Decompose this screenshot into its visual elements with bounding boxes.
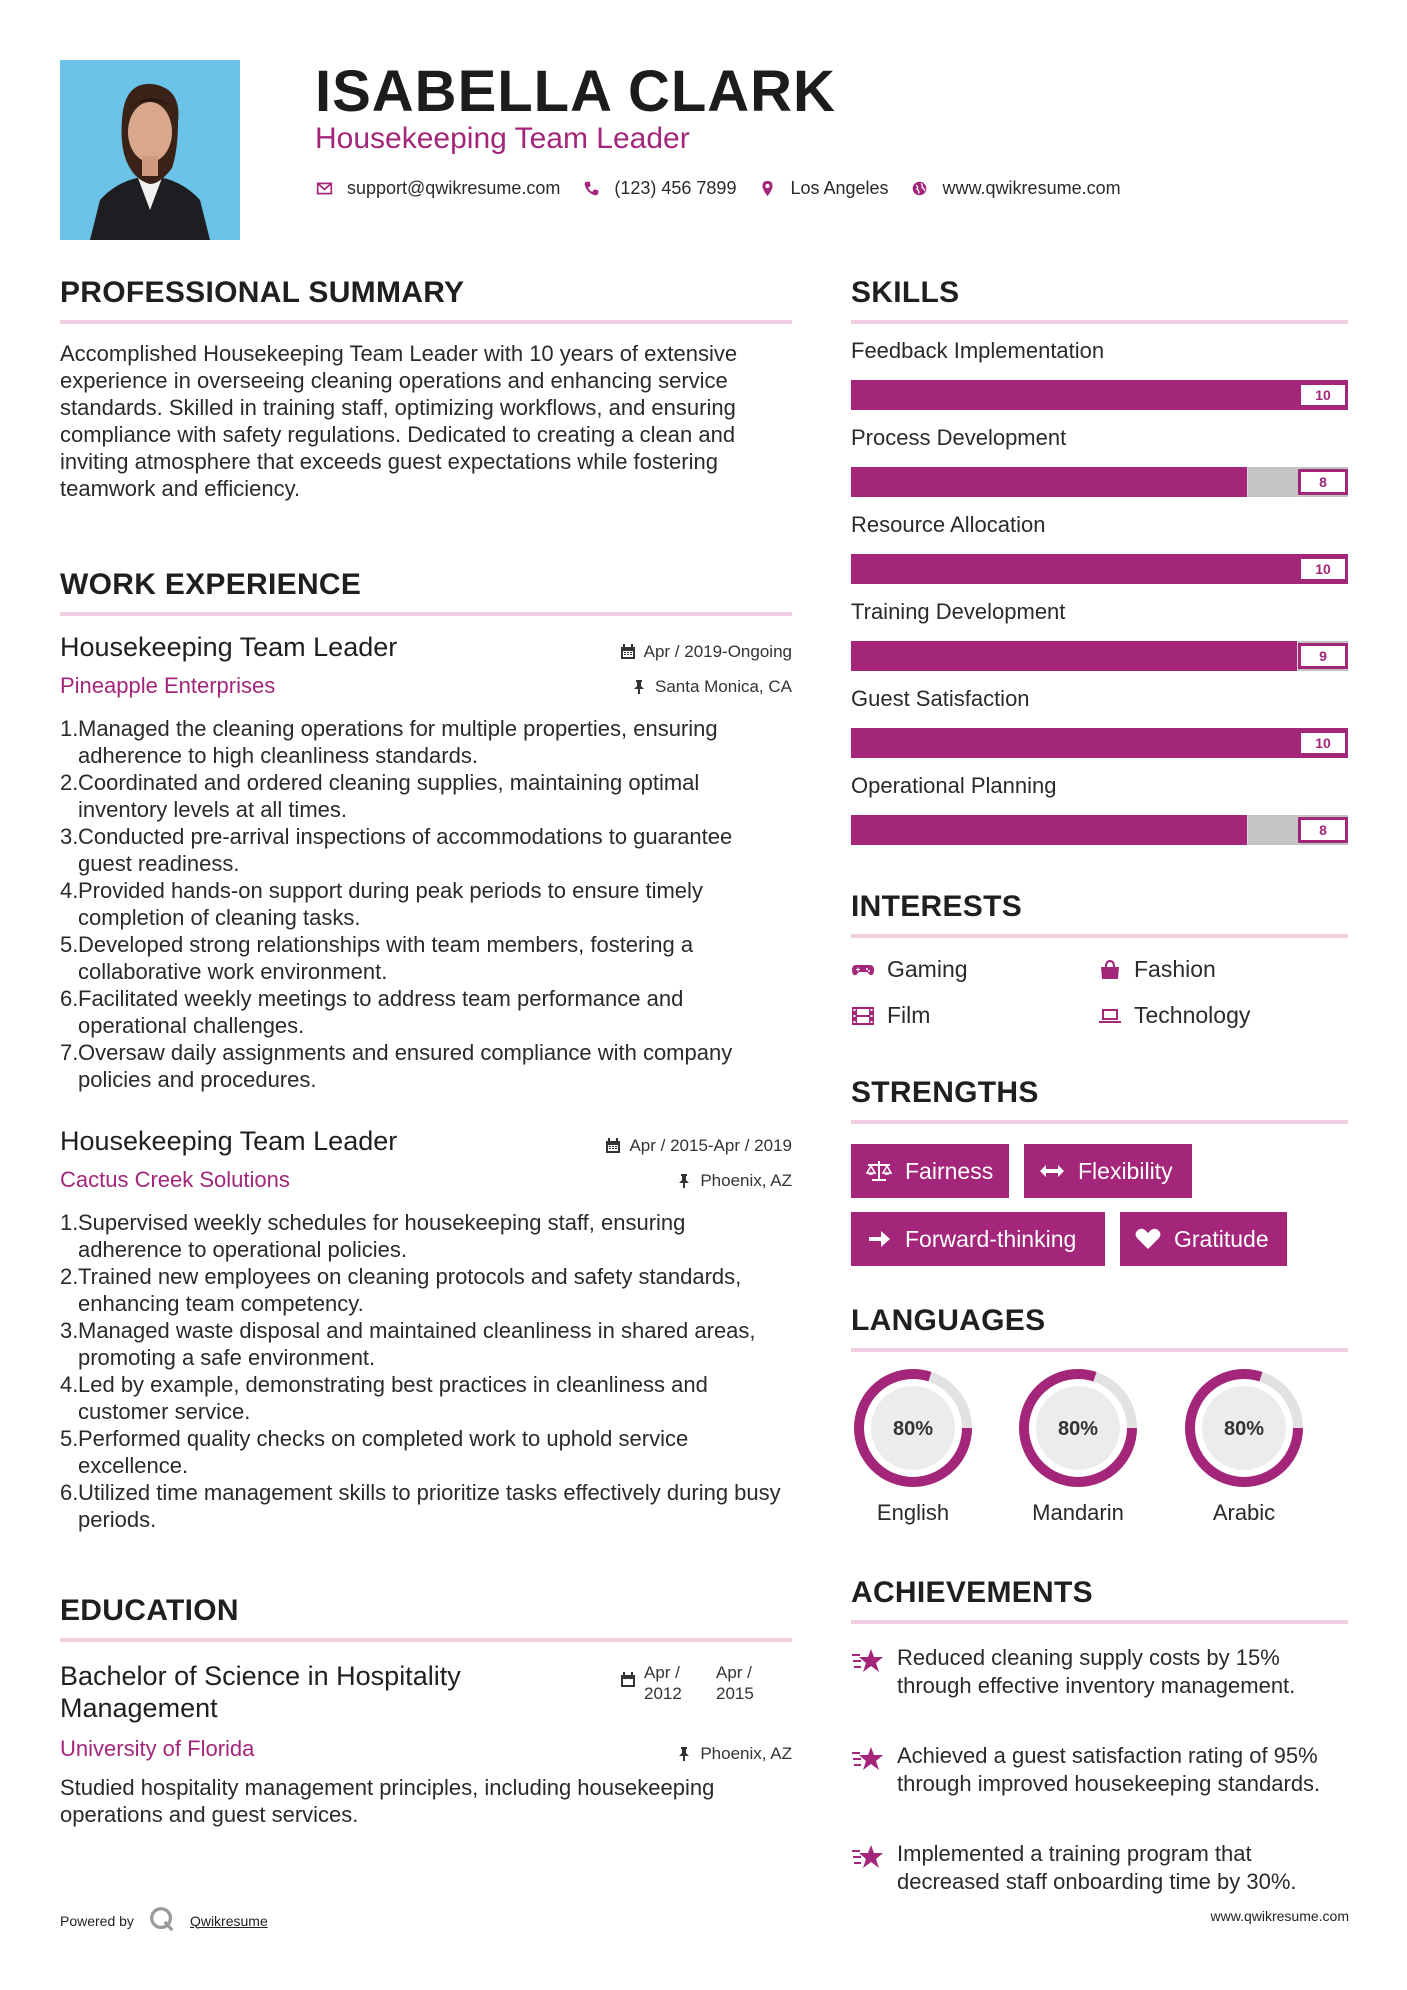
skill-segment-filled (950, 728, 1000, 758)
star-trophy-icon (851, 1842, 885, 1872)
job-entry-1 (60, 632, 792, 1093)
skill-segment-filled (1149, 380, 1199, 410)
skill-segment-filled (901, 380, 951, 410)
skill-segment-filled (1198, 815, 1248, 845)
language-ring (1182, 1366, 1306, 1490)
skill-segment-filled (1199, 554, 1249, 584)
skill-segment-filled (1049, 467, 1099, 497)
skill-item (851, 686, 1348, 751)
qwikresume-logo-icon (148, 1905, 176, 1936)
job-title: Housekeeping Team Leader (60, 632, 398, 662)
skill-segment-filled (950, 467, 1000, 497)
skill-bar (851, 641, 1348, 671)
job-location-text: Santa Monica, CA (654, 677, 792, 696)
job-date-text: Apr / 2015-Apr / 2019 (629, 1136, 792, 1155)
skill-segment-filled (1050, 728, 1100, 758)
list-item: 6. Facilitated weekly meetings to address team performance and operational challenges. (60, 986, 684, 1038)
skill-level: 8 (1298, 469, 1348, 495)
job-location-text: Phoenix, AZ (700, 1171, 792, 1190)
skill-segment-filled (1198, 641, 1248, 671)
skill-segment-filled (1099, 467, 1149, 497)
skill-segment-filled (1198, 467, 1248, 497)
pushpin-icon (676, 1173, 692, 1189)
skill-segment-filled (901, 641, 951, 671)
skill-level: 10 (1298, 382, 1348, 408)
skill-segment-filled (1249, 554, 1299, 584)
job-bullets (60, 715, 792, 1093)
skill-segment-empty (1247, 467, 1298, 497)
arrows-horizontal-icon (1038, 1159, 1066, 1183)
footer-url[interactable]: www.qwikresume.com (1210, 1908, 1349, 1924)
skill-segment-filled (901, 815, 951, 845)
list-item: 7. Oversaw daily assignments and ensured compliance with company policies and procedures. (60, 1040, 733, 1092)
skill-segment-filled (1049, 815, 1099, 845)
language-item (1016, 1366, 1140, 1526)
strength-label: Fairness (905, 1157, 994, 1184)
star-trophy-icon (851, 1646, 885, 1676)
envelope-icon (315, 180, 333, 198)
strengths-heading: STRENGTHS (851, 1076, 1039, 1109)
candidate-name: ISABELLA CLARK (315, 59, 836, 124)
skill-item (851, 512, 1348, 577)
arrow-right-icon (865, 1227, 893, 1251)
summary-text: Accomplished Housekeeping Team Leader with 10 years of extensive experience in overseeing cleaning operations and enhancing service standards. Skilled in training staff, optimizing workflows, and ensuring compliance with safety regulations. Dedicated to creating a clean and inviting atmosphere that exceeds guest expectations while fostering teamwork and efficiency. (60, 341, 738, 501)
skill-bar (851, 554, 1348, 584)
achievements-divider (851, 1620, 1348, 1624)
skill-segment-filled (1199, 380, 1249, 410)
skill-bar (851, 815, 1348, 845)
skill-item (851, 599, 1348, 664)
strengths-divider (851, 1120, 1348, 1124)
experience-divider (60, 612, 792, 616)
education-dates (620, 1662, 766, 1704)
skill-name: Guest Satisfaction (851, 686, 1030, 711)
portrait-image (60, 60, 240, 240)
contact-bar (315, 178, 1143, 199)
skill-segment-filled (1000, 380, 1050, 410)
skills-divider (851, 320, 1348, 324)
language-item (1182, 1366, 1306, 1526)
summary-heading: PROFESSIONAL SUMMARY (60, 276, 465, 309)
language-name: English (876, 1500, 950, 1525)
film-icon (851, 1006, 875, 1026)
contact-phone[interactable] (582, 178, 736, 199)
skill-segment-filled (1149, 728, 1199, 758)
job-date-text: Apr / 2019-Ongoing (643, 642, 792, 661)
skill-segment-filled (851, 728, 901, 758)
gamepad-icon (851, 960, 875, 980)
skill-segment-filled (1049, 641, 1099, 671)
skill-segment-filled (1000, 728, 1050, 758)
powered-by (60, 1905, 268, 1936)
interest-label: Film (887, 1002, 931, 1028)
skill-level: 9 (1298, 643, 1348, 669)
education-description: Studied hospitality management principles, including housekeeping operations and guest services. (60, 1775, 715, 1827)
skill-segment-filled (901, 554, 951, 584)
globe-icon (911, 180, 929, 198)
interest-fashion (1098, 956, 1216, 983)
education-heading: EDUCATION (60, 1594, 239, 1627)
job-date (620, 642, 792, 662)
phone-text: (123) 456 7899 (614, 178, 737, 198)
skill-level: 10 (1298, 556, 1348, 582)
strength-label: Gratitude (1174, 1225, 1269, 1252)
languages-divider (851, 1348, 1348, 1352)
calendar-icon (620, 644, 636, 660)
skill-segment-filled (1148, 815, 1198, 845)
skill-segment-filled (851, 641, 901, 671)
degree-title: Bachelor of Science in Hospitality Management (60, 1661, 461, 1723)
contact-location (758, 178, 888, 199)
list-item: 2. Trained new employees on cleaning protocols and safety standards, enhancing team competency. (60, 1264, 742, 1316)
skill-segment-filled (1000, 467, 1050, 497)
languages-heading: LANGUAGES (851, 1304, 1046, 1337)
job-entry-2 (60, 1126, 792, 1533)
list-item: 6. Utilized time management skills to prioritize tasks effectively during busy periods. (60, 1480, 781, 1532)
skill-name: Process Development (851, 425, 1067, 450)
skill-name: Feedback Implementation (851, 338, 1105, 363)
skill-segment-filled (1100, 380, 1150, 410)
achievement-item (851, 1644, 1341, 1700)
skill-level: 8 (1298, 817, 1348, 843)
website-text: www.qwikresume.com (942, 178, 1121, 198)
strength-badge (851, 1144, 1009, 1198)
skill-item (851, 338, 1348, 403)
job-date (605, 1136, 792, 1156)
skill-name: Operational Planning (851, 773, 1057, 798)
education-entry (60, 1660, 792, 1828)
list-item: 1. Supervised weekly schedules for housekeeping staff, ensuring adherence to operational policies. (60, 1210, 686, 1262)
strength-badge (851, 1212, 1105, 1266)
summary-divider (60, 320, 792, 324)
skill-segment-filled (950, 380, 1000, 410)
skill-level: 10 (1298, 730, 1348, 756)
interest-label: Fashion (1134, 956, 1216, 982)
skills-heading: SKILLS (851, 276, 960, 309)
skill-segment-filled (1000, 641, 1050, 671)
job-company: Cactus Creek Solutions (60, 1167, 290, 1192)
candidate-title: Housekeeping Team Leader (315, 122, 690, 155)
skill-segment-empty (1247, 815, 1298, 845)
list-item: 1. Managed the cleaning operations for multiple properties, ensuring adherence to high cleanliness standards. (60, 716, 718, 768)
skill-segment-filled (1050, 554, 1100, 584)
skill-segment-filled (851, 380, 901, 410)
skill-segment-filled (1249, 728, 1299, 758)
phone-icon (582, 180, 600, 198)
skill-segment-filled (1000, 554, 1050, 584)
job-location (676, 1171, 792, 1191)
language-ring (1016, 1366, 1140, 1490)
shopping-bag-icon (1098, 960, 1122, 980)
interest-gaming (851, 956, 968, 983)
skill-segment-filled (851, 554, 901, 584)
interest-film (851, 1002, 930, 1029)
achievement-text: Implemented a training program that decreased staff onboarding time by 30%. (897, 1841, 1297, 1894)
skill-segment-filled (1248, 641, 1298, 671)
achievement-text: Achieved a guest satisfaction rating of 95% through improved housekeeping standards. (897, 1743, 1321, 1796)
skill-item (851, 773, 1348, 838)
achievement-item (851, 1742, 1341, 1798)
skill-segment-filled (901, 467, 951, 497)
job-location (631, 677, 792, 697)
star-trophy-icon (851, 1744, 885, 1774)
contact-email[interactable] (315, 178, 560, 199)
calendar-icon (605, 1138, 621, 1154)
laptop-icon (1098, 1006, 1122, 1026)
skill-bar (851, 380, 1348, 410)
skill-segment-filled (1249, 380, 1299, 410)
list-item: 3. Conducted pre-arrival inspections of accommodations to guarantee guest readiness. (60, 824, 733, 876)
education-location (676, 1744, 792, 1764)
qwikresume-link[interactable]: Qwikresume (189, 1912, 268, 1929)
strength-badge (1120, 1212, 1287, 1266)
skill-segment-filled (950, 641, 1000, 671)
skill-item (851, 425, 1348, 490)
skill-segment-filled (1149, 641, 1199, 671)
list-item: 4. Provided hands-on support during peak periods to ensure timely completion of cleaning tasks. (60, 878, 703, 930)
interest-label: Technology (1134, 1002, 1251, 1028)
skill-segment-filled (1149, 554, 1199, 584)
powered-by-text: Powered by (60, 1912, 134, 1929)
job-company: Pineapple Enterprises (60, 673, 276, 698)
pushpin-icon (676, 1746, 692, 1762)
interests-heading: INTERESTS (851, 890, 1023, 923)
email-text: support@qwikresume.com (347, 178, 561, 198)
language-percent: 80% (1223, 1418, 1265, 1440)
education-divider (60, 1638, 792, 1642)
skill-segment-filled (950, 815, 1000, 845)
list-item: 2. Coordinated and ordered cleaning supplies, maintaining optimal inventory levels at all times. (60, 770, 700, 822)
heart-icon (1134, 1227, 1162, 1251)
map-pin-icon (758, 180, 776, 198)
skill-segment-filled (1050, 380, 1100, 410)
skill-segment-filled (950, 554, 1000, 584)
skill-segment-filled (1148, 467, 1198, 497)
skill-name: Training Development (851, 599, 1066, 624)
scale-icon (865, 1159, 893, 1183)
skill-segment-filled (1099, 641, 1149, 671)
job-title: Housekeeping Team Leader (60, 1126, 398, 1156)
skill-segment-filled (1100, 728, 1150, 758)
skill-segment-filled (1099, 815, 1149, 845)
skill-segment-filled (851, 467, 901, 497)
language-item (851, 1366, 975, 1526)
language-name: Mandarin (1032, 1500, 1124, 1525)
contact-website[interactable] (911, 178, 1121, 199)
interest-technology (1098, 1002, 1250, 1029)
pushpin-icon (631, 679, 647, 695)
skill-segment-filled (1199, 728, 1249, 758)
education-end: Apr / 2015 (716, 1663, 754, 1703)
profile-photo (60, 60, 240, 240)
strength-badge (1024, 1144, 1192, 1198)
language-percent: 80% (892, 1418, 934, 1440)
achievements-heading: ACHIEVEMENTS (851, 1576, 1093, 1609)
interests-divider (851, 934, 1348, 938)
job-bullets (60, 1209, 792, 1533)
skill-segment-filled (901, 728, 951, 758)
calendar-icon (620, 1672, 636, 1688)
education-location-text: Phoenix, AZ (700, 1744, 792, 1763)
list-item: 3. Managed waste disposal and maintained cleanliness in shared areas, promoting a safe environment. (60, 1318, 756, 1370)
skill-bar (851, 728, 1348, 758)
skill-segment-filled (1100, 554, 1150, 584)
interest-label: Gaming (887, 956, 968, 982)
skill-bar (851, 467, 1348, 497)
language-percent: 80% (1057, 1418, 1099, 1440)
skill-segment-filled (851, 815, 901, 845)
strength-label: Flexibility (1078, 1157, 1173, 1184)
skill-name: Resource Allocation (851, 512, 1046, 537)
location-text: Los Angeles (790, 178, 889, 198)
list-item: 5. Developed strong relationships with team members, fostering a collaborative work environment. (60, 932, 694, 984)
university-name: University of Florida (60, 1736, 255, 1761)
list-item: 4. Led by example, demonstrating best practices in cleanliness and customer service. (60, 1372, 708, 1424)
list-item: 5. Performed quality checks on completed work to uphold service excellence. (60, 1426, 689, 1478)
achievement-text: Reduced cleaning supply costs by 15% through effective inventory management. (897, 1645, 1296, 1698)
skill-segment-filled (1000, 815, 1050, 845)
language-name: Arabic (1212, 1500, 1276, 1525)
strength-label: Forward-thinking (905, 1225, 1077, 1252)
achievement-item (851, 1840, 1341, 1896)
language-ring (851, 1366, 975, 1490)
experience-heading: WORK EXPERIENCE (60, 568, 362, 601)
education-start: Apr / 2012 (644, 1663, 682, 1703)
